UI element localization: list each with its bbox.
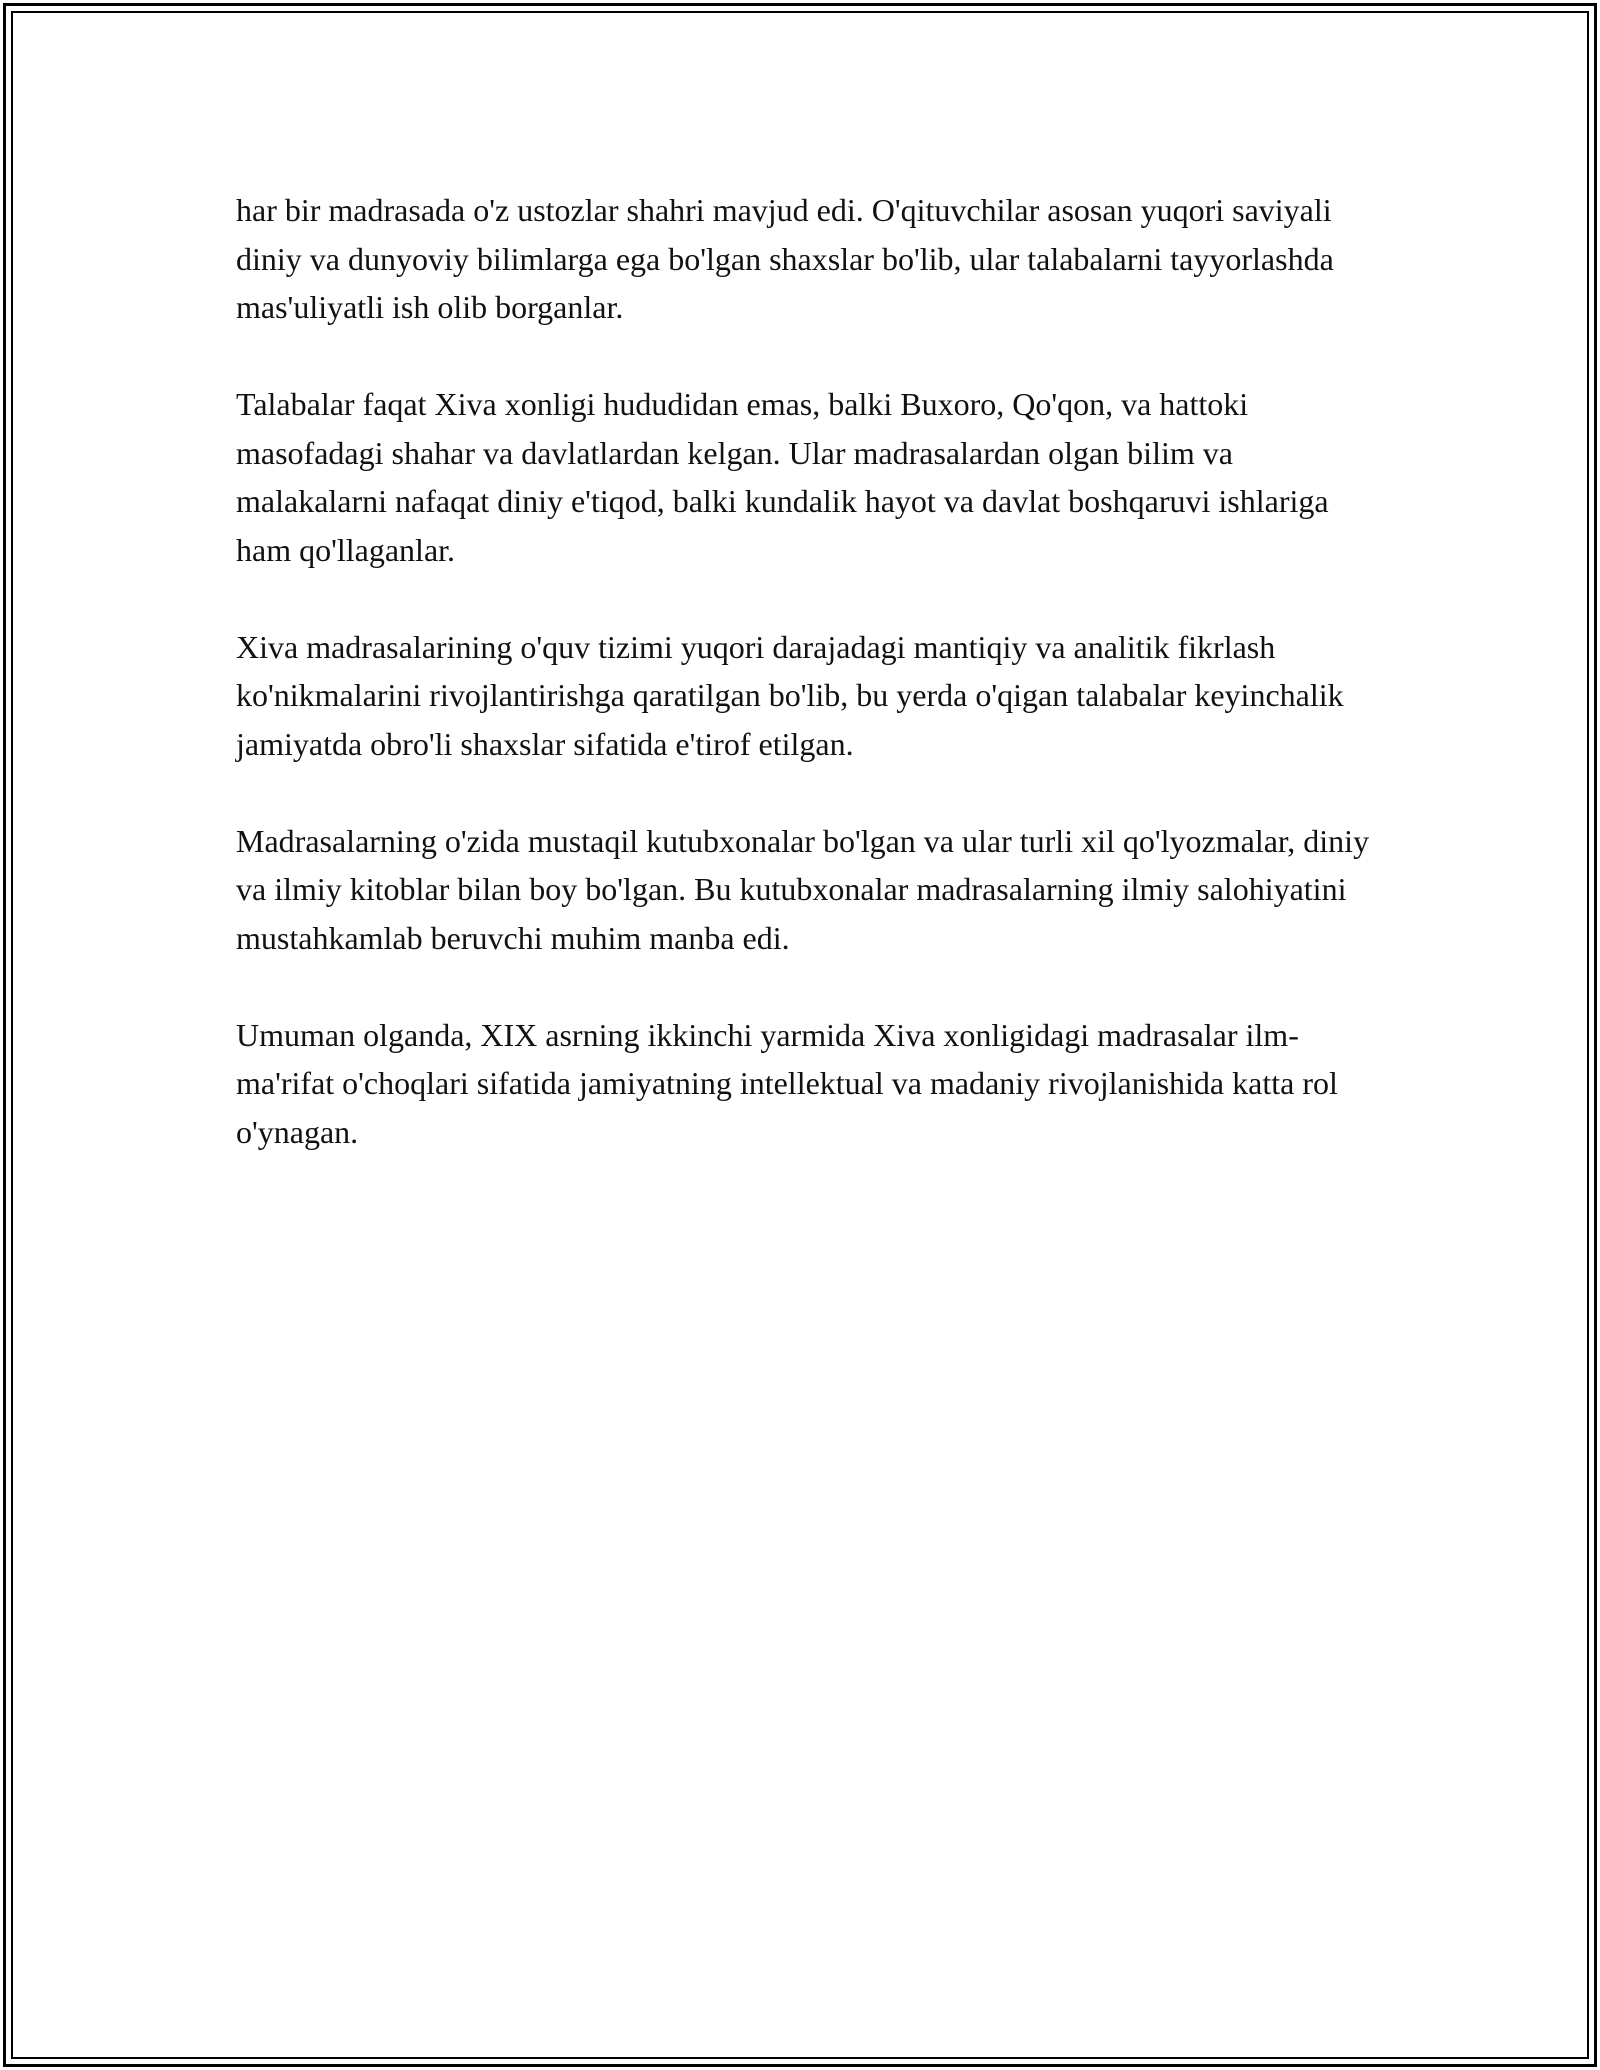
paragraph-5: Umuman olganda, XIX asrning ikkinchi yarmida Xiva xonligidagi madrasalar ilm-ma'rifat o'choqlari sifatida jamiyatning intellektual va madaniy rivojlanishida katta rol o'ynagan. [236, 1016, 1338, 1150]
paragraph-4: Madrasalarning o'zida mustaqil kutubxonalar bo'lgan va ular turli xil qo'lyozmalar, diniy va ilmiy kitoblar bilan boy bo'lgan. Bu kutubxonalar madrasalarning ilmiy salohiyatini mustahkamlab beruvchi muhim manba edi. [236, 822, 1370, 956]
document-body [236, 186, 1386, 1205]
paragraph-3: Xiva madrasalarining o'quv tizimi yuqori darajadagi mantiqiy va analitik fikrlash ko'nikmalarini rivojlantirishga qaratilgan bo'lib, bu yerda o'qigan talabalar keyinchalik jamiyatda obro'li shaxslar sifatida e'tirof etilgan. [236, 628, 1344, 762]
paragraph-2: Talabalar faqat Xiva xonligi hududidan emas, balki Buxoro, Qo'qon, va hattoki masofadagi shahar va davlatlardan kelgan. Ular madrasalardan olgan bilim va malakalarni nafaqat diniy e'tiqod, balki kundalik hayot va davlat boshqaruvi ishlariga ham qo'llaganlar. [236, 386, 1329, 568]
paragraph-1: har bir madrasada o'z ustozlar shahri mavjud edi. O'qituvchilar asosan yuqori saviyali diniy va dunyoviy bilimlarga ega bo'lgan shaxslar bo'lib, ular talabalarni tayyorlashda mas'uliyatli ish olib borganlar. [236, 192, 1334, 325]
